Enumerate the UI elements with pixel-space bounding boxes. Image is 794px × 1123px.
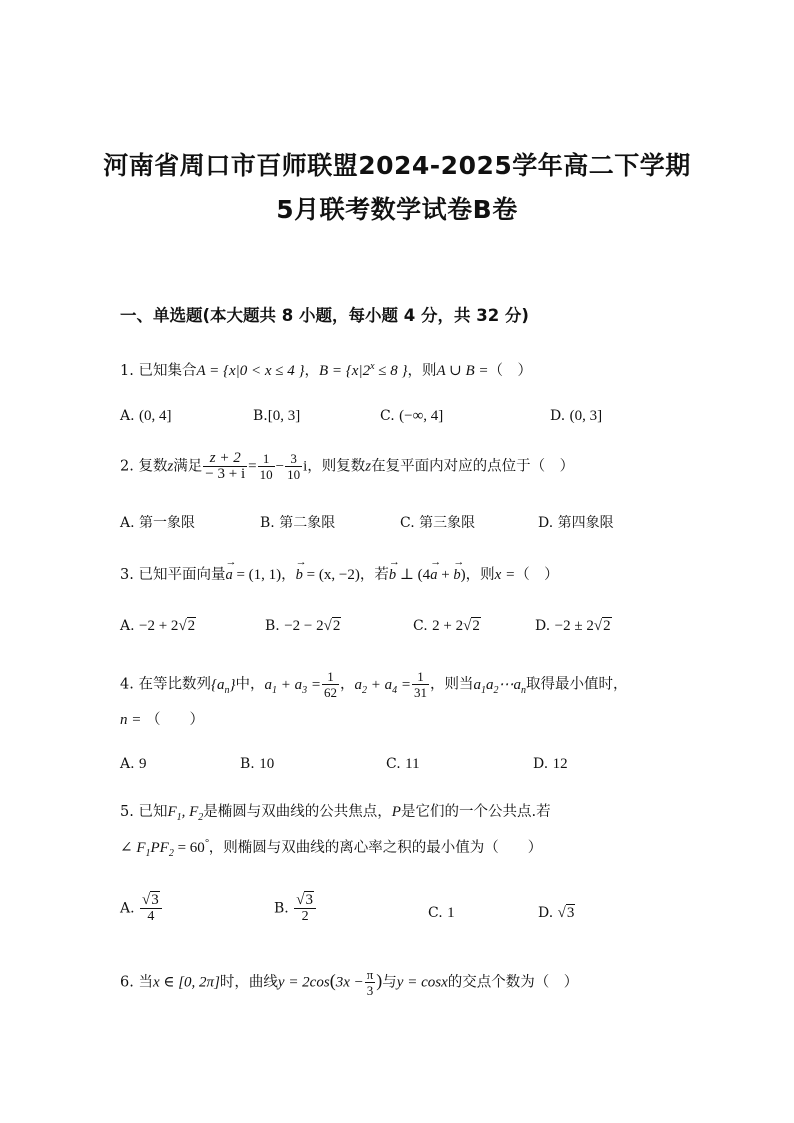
option-b[interactable]: B.[0, 3]	[253, 408, 301, 424]
vector-b: → b	[296, 567, 303, 584]
question-4-line2: n = （ ）	[120, 712, 204, 728]
question-2: 2. 复数z满足 $\frac{z + 2}{- 3 + i}$ = $\frac{1}{10}$ − $\frac{3}{10}$ i，则复数z在复平面内对应的点位于（ ）	[120, 450, 575, 482]
option-a[interactable]: A. 9	[120, 756, 147, 772]
question-3: 3. 已知平面向量→ a = (1, 1)，→ b = (x, −2)，若→ b ⊥ (4→ a + → b)，则x =（ ）	[120, 563, 559, 584]
document-title-line1: 河南省周口市百师联盟2024-2025学年高二下学期	[103, 151, 691, 180]
question-number: 5.	[120, 804, 134, 820]
fraction: $\frac{1}{10}$	[259, 451, 273, 482]
option-c[interactable]: C. 11	[386, 756, 420, 772]
option-a[interactable]: A. $\frac{√3}{4}$	[120, 894, 163, 923]
question-number: 1.	[120, 363, 134, 379]
fraction: $\frac{3}{10}$	[287, 451, 301, 482]
option-c[interactable]: C. 第三象限	[400, 515, 476, 531]
option-d[interactable]: D. 第四象限	[538, 515, 614, 531]
question-4: 4. 在等比数列$\{a_n\}$中，$a_1 + a_3$ = $\frac{1}{62}$ ，$a_2 + a_4$ = $\frac{1}{31}$ ，则当$a_1a_2\cdots a_n$取得最小值时，	[120, 669, 628, 700]
option-d[interactable]: D. 12	[533, 756, 568, 772]
question-number: 4.	[120, 676, 134, 693]
option-d[interactable]: D. (0, 3]	[550, 408, 603, 424]
set-a: A = {x|0 < x ≤ 4 }	[196, 363, 305, 379]
vector-a: → a	[225, 567, 232, 584]
option-d[interactable]: D. √3	[538, 905, 575, 921]
question-6: 6. 当x ∈ [0, 2π]时，曲线y = 2cos(3x − $\frac{\pi}{3}$ )与y = cosx的交点个数为（ ）	[120, 967, 579, 998]
question-1: 1. 已知集合A = {x|0 < x ≤ 4 }，$B = \{x|2^x \le 8$ }，则A ∪ B =（ ）	[120, 361, 533, 379]
option-c[interactable]: C. 1	[428, 905, 455, 921]
fraction: $\frac{z + 2}{- 3 + i}$	[205, 450, 246, 482]
option-a[interactable]: A. 第一象限	[120, 515, 196, 531]
set-b: $B = \{x|2^x \le 8$ }	[319, 361, 408, 379]
option-c[interactable]: C. (−∞, 4]	[380, 408, 444, 424]
option-d[interactable]: D. −2 ± 2√2	[535, 618, 611, 634]
option-b[interactable]: B. −2 − 2√2	[265, 618, 341, 634]
option-b[interactable]: B. 第二象限	[260, 515, 336, 531]
option-a[interactable]: A. (0, 4]	[120, 408, 172, 424]
option-b[interactable]: B. $\frac{√3}{2}$	[274, 894, 317, 923]
question-number: 2.	[120, 458, 134, 475]
question-number: 3.	[120, 567, 134, 583]
question-number: 6.	[120, 974, 134, 991]
question-5: 5. 已知$F_1$, $F_2$是椭圆与双曲线的公共焦点，P是它们的一个公共点.若	[120, 804, 551, 823]
option-c[interactable]: C. 2 + 2√2	[413, 618, 480, 634]
section-heading: 一、单选题(本大题共 8 小题，每小题 4 分，共 32 分)	[120, 306, 529, 325]
option-b[interactable]: B. 10	[240, 756, 275, 772]
option-a[interactable]: A. −2 + 2√2	[120, 618, 196, 634]
question-5-line2: ∠ $F_1PF_2 = 60^\circ$，则椭圆与双曲线的离心率之积的最小值为（ ）	[120, 838, 543, 859]
document-title-line2: 5月联考数学试卷B卷	[276, 195, 518, 224]
